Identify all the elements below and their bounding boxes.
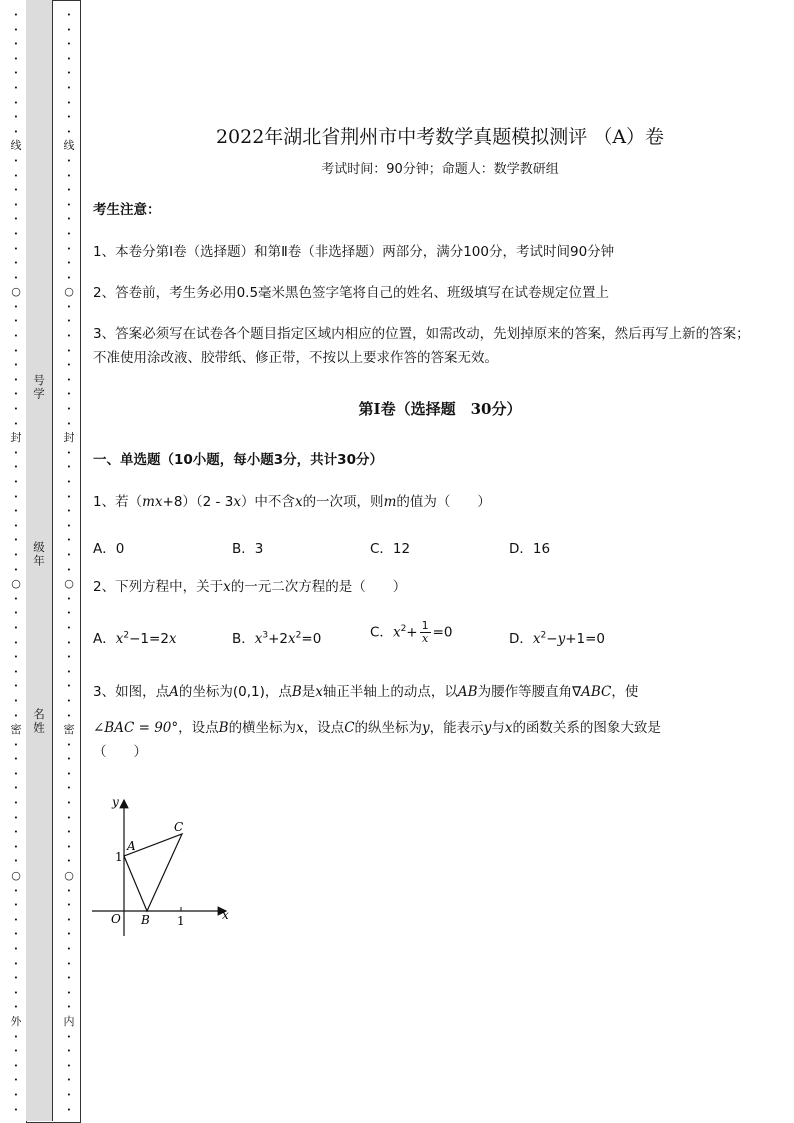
dot-mark: • xyxy=(66,127,72,136)
notice-item-1: 1、本卷分第I卷（选择题）和第Ⅱ卷（非选择题）两部分，满分100分，考试时间90分钟 xyxy=(93,244,615,260)
exam-title: 2022年湖北省荆州市中考数学真题模拟测评 （A）卷 xyxy=(215,126,665,148)
x-tick-label: 1 xyxy=(177,914,185,928)
dot-mark: • xyxy=(13,1032,19,1041)
q2-option-c: C．$x^2+$ $\frac{1}{x}$ =0 xyxy=(370,619,453,645)
dot-mark: • xyxy=(66,550,72,559)
dot-mark: • xyxy=(66,1032,72,1041)
dot-mark: • xyxy=(13,609,19,618)
dot-mark: • xyxy=(66,536,72,545)
dot-mark: • xyxy=(13,1105,19,1114)
q1-option-b: B．3 xyxy=(232,541,264,557)
dot-mark: • xyxy=(66,375,72,384)
dot-mark: • xyxy=(66,54,72,63)
point-b-label: B xyxy=(141,913,150,927)
dot-mark: • xyxy=(66,83,72,92)
question-2: 2、下列方程中，关于x的一元二次方程的是（ ） xyxy=(93,579,407,595)
x-axis-label: x xyxy=(222,908,229,922)
dot-mark: • xyxy=(66,419,72,428)
seal-label: 封 xyxy=(63,431,75,445)
dot-mark: • xyxy=(13,857,19,866)
q2-option-d: D．$x^2-y+1=0$ xyxy=(509,630,606,647)
part-title: 一、单选题（10小题，每小题3分，共计30分） xyxy=(93,452,383,468)
dot-mark: • xyxy=(66,1047,72,1056)
dot-mark: • xyxy=(66,1076,72,1085)
dot-mark: • xyxy=(66,361,72,370)
dot-mark: • xyxy=(13,623,19,632)
dot-mark: • xyxy=(13,682,19,691)
dot-mark: • xyxy=(13,259,19,268)
dot-mark: • xyxy=(13,1076,19,1085)
dot-mark: • xyxy=(66,828,72,837)
dot-mark: • xyxy=(66,901,72,910)
dot-mark: • xyxy=(13,740,19,749)
dot-mark: • xyxy=(13,901,19,910)
dot-mark: • xyxy=(13,915,19,924)
q1-option-a: A．0 xyxy=(93,541,125,557)
dot-mark: • xyxy=(13,390,19,399)
dot-mark: • xyxy=(13,317,19,326)
dot-mark: • xyxy=(13,244,19,253)
dot-mark: • xyxy=(13,302,19,311)
dot-mark: • xyxy=(66,711,72,720)
dot-mark: • xyxy=(13,594,19,603)
dot-mark: • xyxy=(66,229,72,238)
dot-mark: • xyxy=(13,171,19,180)
dot-mark: • xyxy=(66,259,72,268)
dot-mark: • xyxy=(13,375,19,384)
circle-mark: ○ xyxy=(64,577,74,591)
dot-mark: • xyxy=(13,478,19,486)
q2-option-b: B．$x^3+2x^2=0$ xyxy=(232,630,322,647)
dot-mark: • xyxy=(13,346,19,355)
dot-mark: • xyxy=(66,842,72,851)
dot-mark: • xyxy=(66,915,72,924)
seal-label: 封 xyxy=(10,431,22,445)
circle-mark: ○ xyxy=(64,869,74,883)
dot-mark: • xyxy=(13,550,19,559)
dot-mark: • xyxy=(13,521,19,530)
dot-mark: • xyxy=(66,886,72,895)
dot-mark: • xyxy=(66,302,72,311)
dot-mark: • xyxy=(13,755,19,764)
dot-mark: • xyxy=(66,682,72,691)
dot-mark: • xyxy=(13,653,19,662)
origin-label: O xyxy=(111,912,121,926)
y-tick-label: 1 xyxy=(115,850,123,864)
dot-mark: • xyxy=(66,69,72,78)
inner-dot-column xyxy=(63,8,75,1117)
dot-mark: • xyxy=(66,156,72,165)
dot-mark: • xyxy=(66,521,72,530)
dot-mark: • xyxy=(66,945,72,953)
dot-mark: • xyxy=(66,740,72,749)
dot-mark: • xyxy=(66,623,72,632)
dot-mark: • xyxy=(13,229,19,238)
dot-mark: • xyxy=(13,536,19,545)
dot-mark: • xyxy=(66,492,72,501)
dot-mark: • xyxy=(13,361,19,370)
seal-label: 线 xyxy=(10,139,22,153)
dot-mark: • xyxy=(66,244,72,253)
seal-label: 密 xyxy=(63,723,75,737)
dot-mark: • xyxy=(66,390,72,399)
y-axis-label: y xyxy=(112,795,119,809)
dot-mark: • xyxy=(66,609,72,618)
dot-mark: • xyxy=(66,200,72,209)
dot-mark: • xyxy=(13,1090,19,1099)
dot-mark: • xyxy=(13,813,19,822)
dot-mark: • xyxy=(13,1047,19,1056)
dot-mark: • xyxy=(66,784,72,793)
dot-mark: • xyxy=(13,799,19,808)
exam-subtitle: 考试时间：90分钟；命题人：数学教研组 xyxy=(321,162,559,177)
dot-mark: • xyxy=(13,696,19,705)
dot-mark: • xyxy=(66,11,72,19)
dot-mark: • xyxy=(66,25,72,34)
circle-mark: ○ xyxy=(64,285,74,299)
q1-option-d: D．16 xyxy=(509,541,551,557)
notice-heading: 考生注意： xyxy=(93,202,161,218)
dot-mark: • xyxy=(13,127,19,136)
point-c-label: C xyxy=(174,820,184,834)
dot-mark: • xyxy=(13,332,19,341)
dot-mark: • xyxy=(66,317,72,326)
dot-mark: • xyxy=(66,594,72,603)
dot-mark: • xyxy=(66,332,72,341)
dot-mark: • xyxy=(13,98,19,107)
circle-mark: ○ xyxy=(11,285,21,299)
dot-mark: • xyxy=(13,11,19,19)
dot-mark: • xyxy=(13,769,19,778)
dot-mark: • xyxy=(66,405,72,414)
dot-mark: • xyxy=(66,1061,72,1070)
dot-mark: • xyxy=(13,974,19,983)
field-student-number: 号学 xyxy=(32,374,46,401)
question-3-line-2: ∠BAC = 90°，设点B的横坐标为x，设点C的纵坐标为y，能表示y与x的函数关系的图象大致是 xyxy=(93,720,661,736)
q1-option-c: C．12 xyxy=(370,541,411,557)
dot-mark: • xyxy=(66,769,72,778)
dot-mark: • xyxy=(66,1105,72,1114)
dot-mark: • xyxy=(13,25,19,34)
dot-mark: • xyxy=(13,69,19,78)
circle-mark: ○ xyxy=(11,577,21,591)
dot-mark: • xyxy=(66,273,72,282)
dot-mark: • xyxy=(13,273,19,282)
dot-mark: • xyxy=(13,492,19,501)
dot-mark: • xyxy=(13,886,19,895)
question-3-line-3: （ ） xyxy=(93,744,147,760)
dot-mark: • xyxy=(13,1061,19,1070)
dot-mark: • xyxy=(66,215,72,224)
dot-mark: • xyxy=(66,448,72,457)
question-1: 1、若（mx+8）（2 - 3x）中不含x的一次项，则m的值为（ ） xyxy=(93,494,491,510)
dot-mark: • xyxy=(13,156,19,165)
dot-mark: • xyxy=(13,448,19,457)
dot-mark: • xyxy=(13,1003,19,1012)
circle-mark: ○ xyxy=(11,869,21,883)
dot-mark: • xyxy=(66,98,72,107)
seal-label: 线 xyxy=(63,139,75,153)
dot-mark: • xyxy=(66,346,72,355)
dot-mark: • xyxy=(13,565,19,574)
dot-mark: • xyxy=(13,828,19,837)
q2-option-a: A．$x^2-1=2x$ xyxy=(93,630,177,647)
volume-title: 第I卷（选择题 30分） xyxy=(358,400,522,418)
dot-mark: • xyxy=(66,667,72,676)
seal-label: 内 xyxy=(63,1014,75,1028)
dot-mark: • xyxy=(13,945,19,953)
dot-mark: • xyxy=(66,974,72,983)
dot-mark: • xyxy=(13,930,19,939)
question-3-line-1: 3、如图，点A的坐标为(0,1)，点B是x轴正半轴上的动点，以AB为腰作等腰直角∇ABC，使 xyxy=(93,684,639,700)
seal-label: 密 xyxy=(10,723,22,737)
dot-mark: • xyxy=(13,200,19,209)
dot-mark: • xyxy=(13,711,19,720)
dot-mark: • xyxy=(13,667,19,676)
dot-mark: • xyxy=(13,959,19,968)
dot-mark: • xyxy=(66,930,72,939)
dot-mark: • xyxy=(66,1090,72,1099)
notice-item-2: 2、答卷前，考生务必用0.5毫米黑色签字笔将自己的姓名、班级填写在试卷规定位置上 xyxy=(93,285,610,301)
dot-mark: • xyxy=(66,1003,72,1012)
dot-mark: • xyxy=(66,799,72,808)
dot-mark: • xyxy=(13,405,19,414)
dot-mark: • xyxy=(13,113,19,122)
dot-mark: • xyxy=(13,988,19,997)
outer-dot-column xyxy=(10,8,22,1117)
dot-mark: • xyxy=(66,186,72,195)
student-info-strip xyxy=(26,0,53,1121)
dot-mark: • xyxy=(66,813,72,822)
dot-mark: • xyxy=(13,83,19,92)
field-grade: 级年 xyxy=(32,541,46,568)
dot-mark: • xyxy=(13,215,19,224)
field-name: 名姓 xyxy=(32,708,46,735)
point-a-label: A xyxy=(127,839,136,853)
dot-mark: • xyxy=(66,988,72,997)
notice-item-3: 3、答案必须写在试卷各个题目指定区域内相应的位置，如需改动，先划掉原来的答案，然后再写上新的答案；不准使用涂改液、胶带纸、修正带，不按以上要求作答的答案无效。 xyxy=(93,326,750,366)
dot-mark: • xyxy=(66,959,72,968)
dot-mark: • xyxy=(66,463,72,472)
dot-mark: • xyxy=(66,40,72,49)
coordinate-figure xyxy=(88,790,238,940)
dot-mark: • xyxy=(13,54,19,63)
dot-mark: • xyxy=(66,857,72,866)
dot-mark: • xyxy=(66,565,72,574)
seal-label: 外 xyxy=(10,1014,22,1028)
dot-mark: • xyxy=(13,507,19,516)
dot-mark: • xyxy=(66,755,72,764)
dot-mark: • xyxy=(66,507,72,516)
dot-mark: • xyxy=(13,186,19,195)
dot-mark: • xyxy=(66,653,72,662)
dot-mark: • xyxy=(66,171,72,180)
dot-mark: • xyxy=(13,784,19,793)
dot-mark: • xyxy=(13,463,19,472)
dot-mark: • xyxy=(66,478,72,486)
dot-mark: • xyxy=(66,638,72,647)
dot-mark: • xyxy=(13,638,19,647)
dot-mark: • xyxy=(13,40,19,49)
dot-mark: • xyxy=(13,419,19,428)
dot-mark: • xyxy=(13,842,19,851)
dot-mark: • xyxy=(66,696,72,705)
dot-mark: • xyxy=(66,113,72,122)
